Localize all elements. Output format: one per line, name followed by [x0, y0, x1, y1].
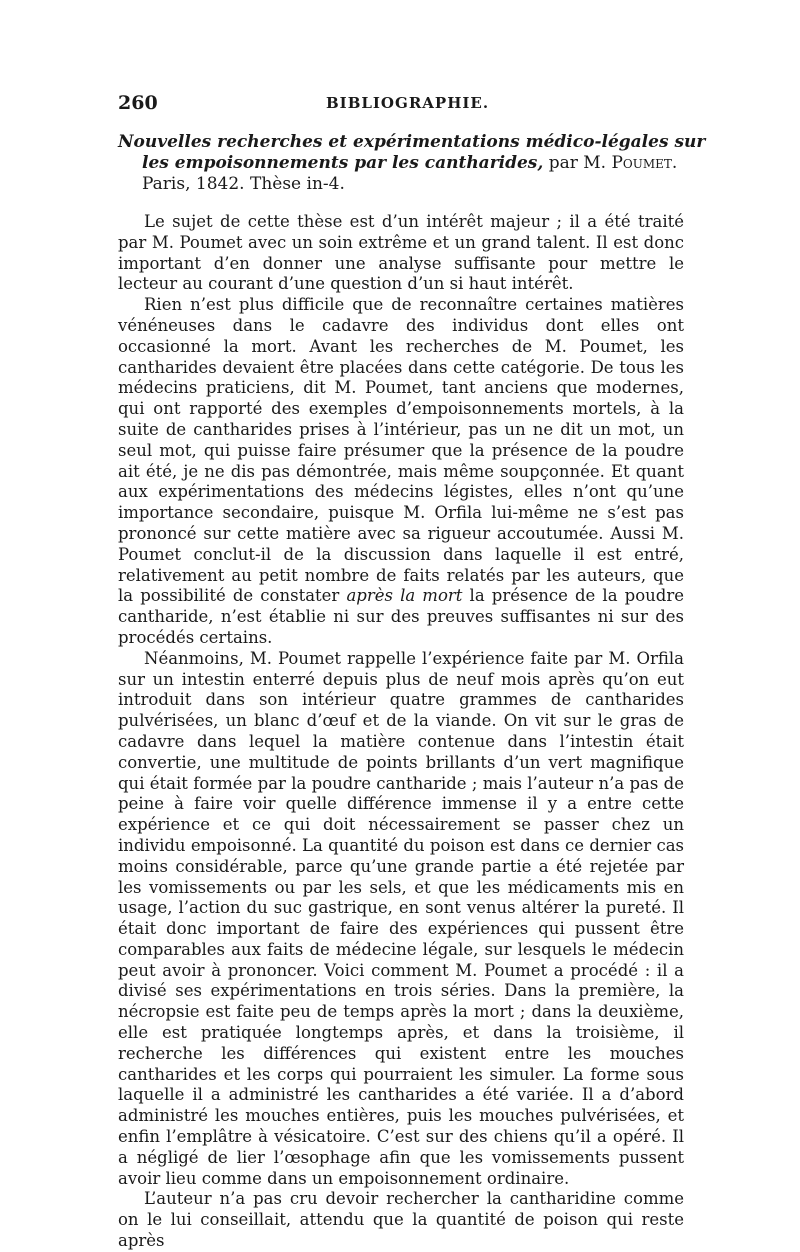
- page-header: [118, 92, 678, 122]
- reference-title-italic: les empoisonnements par les cantharides,: [142, 153, 544, 173]
- reference-title-line2: [118, 153, 684, 174]
- paragraph-3: Néanmoins, M. Poumet rappelle l’expérience faite par M. Orfila sur un intestin enterré depuis plus de neuf mois après qu’on eut introduit dans son intérieur quatre grammes de cantharides pulvérisées, un blanc d’œuf et de la viande. On vit sur le gras de cadavre dans lequel la matière contenue dans l’intestin était convertie, une multitude de points brillants d’un vert magnifique qui était formée par la poudre cantharide ; mais l’auteur n’a pas de peine à faire voir quelle différence immense il y a entre cette expérience et ce qui doit nécessairement se passer chez un individu empoisonné. La quantité du poison est dans ce dernier cas moins considérable, parce qu’une grande partie a été rejetée par les vomissements ou par les sels, et que les médicaments mis en usage, l’action du suc gastrique, en sont venus altérer la pureté. Il était donc important de faire des expériences qui pussent être comparables aux faits de médecine légale, sur lesquels le médecin peut avoir à prononcer. Voici comment M. Poumet a procédé : il a divisé ses expérimentations en trois séries. Dans la première, la nécropsie est faite peu de temps après la mort ; dans la deuxième, elle est pratiquée longtemps après, et dans la troisième, il recherche les différences qui existent entre les mouches cantharides et les corps qui pourraient les simuler. La forme sous laquelle il a administré les cantharides a été variée. Il a d’abord administré les mouches entières, puis les mouches pulvérisées, et enfin l’emplâtre à vésicatoire. C’est sur des chiens qu’il a opéré. Il a négligé de lier l’œsophage afin que les vomissements pussent avoir lieu comme dans un empoisonnement ordinaire.: [118, 648, 684, 1188]
- reference-by: par M.: [543, 153, 612, 173]
- page-number: 260: [118, 92, 158, 114]
- running-head: BIBLIOGRAPHIE.: [326, 94, 490, 112]
- reference-author: Poumet.: [611, 153, 678, 173]
- paragraph-4: L’auteur n’a pas cru devoir rechercher la cantharidine comme on le lui conseillait, attendu que la quantité de poison qui reste après: [118, 1189, 684, 1251]
- reference-title-line1: Nouvelles recherches et expérimentations médico-légales sur: [118, 132, 706, 152]
- paragraph-2: [118, 295, 684, 649]
- bibliographic-reference: [118, 132, 706, 195]
- paragraph-2-emphasis: après la mort: [346, 586, 463, 606]
- paragraph-2-start: Rien n’est plus difficile que de reconnaître certaines matières vénéneuses dans le cadavre des individus dont elles ont occasionné la mort. Avant les recherches de M. Poumet, les cantharides devaient être placées dans cette catégorie. De tous les médecins praticiens, dit M. Poumet, tant anciens que modernes, qui ont rapporté des exemples d’empoisonnements mortels, à la suite de cantharides prises à l’intérieur, pas un ne dit un mot, un seul mot, qui puisse faire présumer que la présence de la poudre ait été, je ne dis pas démontrée, mais même soupçonnée. Et quant aux expérimentations des médecins légistes, elles n’ont qu’une importance secondaire, puisque M. Orfila lui-même ne s’est pas prononcé sur cette matière avec sa rigueur accoutumée. Aussi M. Poumet conclut-il de la discussion dans laquelle il est entré, relativement au petit nombre de faits relatés par les auteurs, que la possibilité de constater: [118, 295, 684, 606]
- review-body: [118, 212, 684, 1252]
- paragraph-1: Le sujet de cette thèse est d’un intérêt majeur ; il a été traité par M. Poumet avec un soin extrême et un grand talent. Il est donc important d’en donner une analyse suffisante pour mettre le lecteur au courant d’une question d’un si haut intérêt.: [118, 212, 684, 294]
- paragraph-2-end: la présence de la poudre cantharide, n’est établie ni sur des preuves suffisantes ni sur des procédés certains.: [118, 586, 684, 647]
- reference-imprint: Paris, 1842. Thèse in-4.: [142, 174, 345, 194]
